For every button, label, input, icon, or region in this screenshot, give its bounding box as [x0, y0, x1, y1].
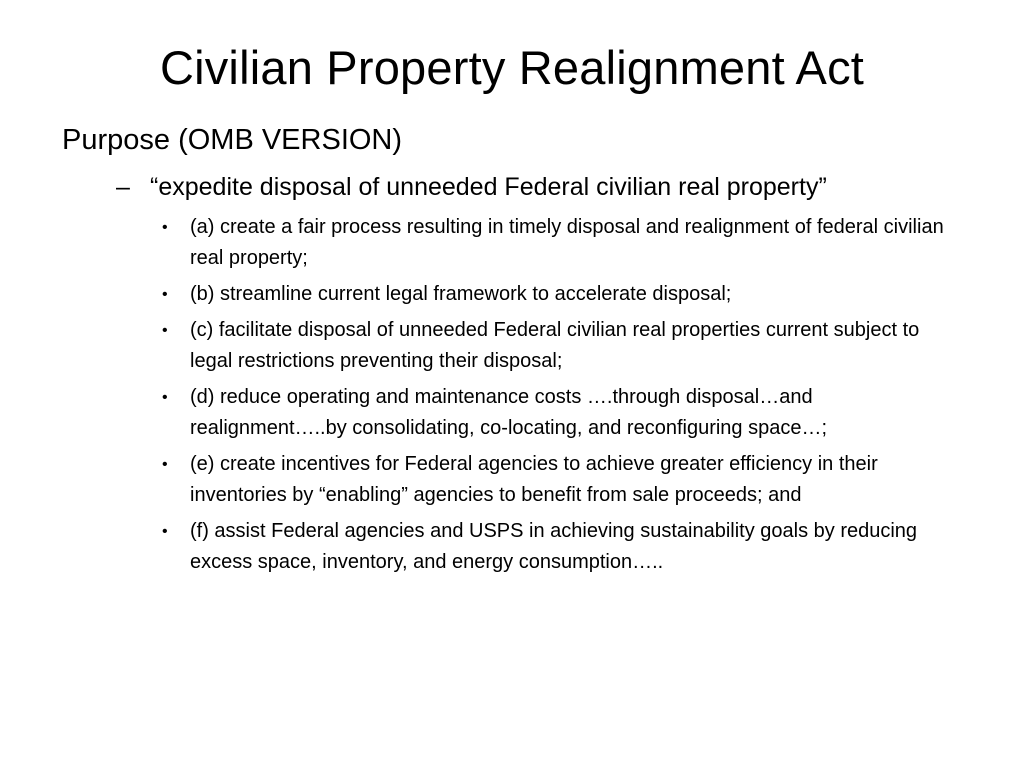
bullet-icon: •: [162, 456, 168, 473]
bullet-item-e: [160, 449, 960, 511]
slide-title: Civilian Property Realignment Act: [159, 41, 865, 94]
bullet-icon: •: [162, 322, 168, 339]
subheading-text: “expedite disposal of unneeded Federal civilian real property”: [150, 173, 827, 201]
bullet-text: (b) streamline current legal framework to accelerate disposal;: [190, 283, 732, 305]
bullet-icon: •: [162, 389, 168, 406]
bullet-item-f: [160, 516, 960, 578]
bullet-text: (a) create a fair process resulting in timely disposal and realignment of federal civilian real property;: [190, 216, 944, 269]
bullet-item-c: [160, 315, 960, 377]
bullet-item-b: [160, 279, 960, 310]
bullet-icon: •: [162, 219, 168, 236]
purpose-heading: Purpose (OMB VERSION): [62, 124, 403, 156]
bullet-icon: •: [162, 523, 168, 540]
bullet-text: (f) assist Federal agencies and USPS in achieving sustainability goals by reducing excess space, inventory, and energy consumption…..: [190, 520, 918, 573]
bullet-text: (d) reduce operating and maintenance costs ….through disposal…and realignment…..by consolidating, co-locating, and reconfiguring space…;: [190, 386, 828, 439]
bullet-item-d: [160, 382, 960, 444]
dash-marker: –: [116, 173, 130, 201]
bullet-text: (c) facilitate disposal of unneeded Federal civilian real properties current subject to legal restrictions preventing their disposal;: [190, 319, 920, 372]
purpose-subheading: [116, 170, 976, 204]
bullet-text: (e) create incentives for Federal agencies to achieve greater efficiency in their inventories by “enabling” agencies to benefit from sale proceeds; and: [190, 453, 878, 506]
bullet-icon: •: [162, 286, 168, 303]
bullet-item-a: [160, 212, 960, 274]
bullet-list: [160, 212, 960, 583]
